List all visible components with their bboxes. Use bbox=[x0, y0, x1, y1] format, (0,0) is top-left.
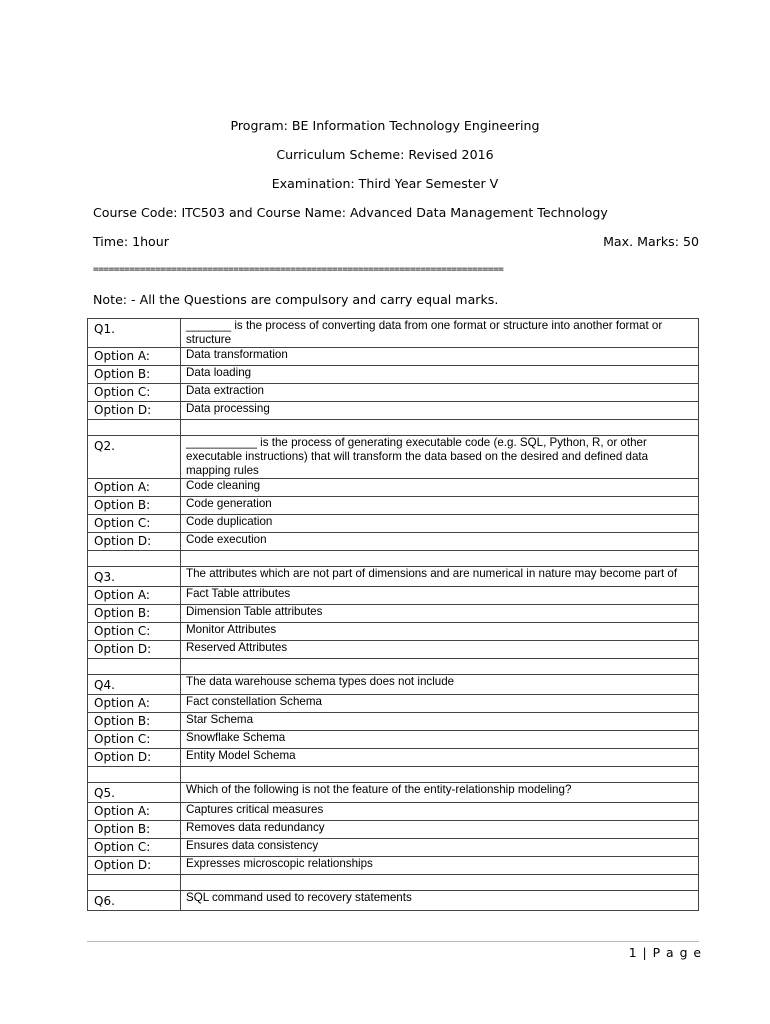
separator-line: =============================================================================== bbox=[93, 264, 504, 275]
examination-line: Examination: Third Year Semester V bbox=[271, 176, 499, 191]
question-row bbox=[88, 319, 699, 348]
question-number: Q5. bbox=[88, 783, 181, 803]
option-label: Option A: bbox=[88, 803, 181, 821]
option-label: Option C: bbox=[88, 731, 181, 749]
option-text: Captures critical measures bbox=[181, 803, 699, 821]
page-number: 1 | P a g e bbox=[628, 945, 702, 960]
question-row bbox=[88, 891, 699, 911]
option-row bbox=[88, 821, 699, 839]
questions-table-body bbox=[88, 319, 699, 911]
spacer-cell bbox=[88, 875, 181, 891]
spacer-row bbox=[88, 659, 699, 675]
option-row bbox=[88, 533, 699, 551]
option-text: Data extraction bbox=[181, 384, 699, 402]
footer-divider bbox=[87, 941, 699, 942]
option-text: Fact Table attributes bbox=[181, 587, 699, 605]
option-row bbox=[88, 348, 699, 366]
question-number: Q2. bbox=[88, 436, 181, 479]
option-text: Monitor Attributes bbox=[181, 623, 699, 641]
option-row bbox=[88, 605, 699, 623]
spacer-row bbox=[88, 420, 699, 436]
question-text: Which of the following is not the feature of the entity-relationship modeling? bbox=[181, 783, 699, 803]
question-row bbox=[88, 436, 699, 479]
option-row bbox=[88, 641, 699, 659]
option-text: Reserved Attributes bbox=[181, 641, 699, 659]
option-label: Option B: bbox=[88, 713, 181, 731]
option-text: Removes data redundancy bbox=[181, 821, 699, 839]
option-text: Fact constellation Schema bbox=[181, 695, 699, 713]
question-text: _______ is the process of converting data from one format or structure into another format or structure bbox=[181, 319, 699, 348]
course-line: Course Code: ITC503 and Course Name: Advanced Data Management Technology bbox=[93, 205, 608, 220]
spacer-row bbox=[88, 767, 699, 783]
max-marks-line: Max. Marks: 50 bbox=[603, 234, 699, 249]
spacer-cell bbox=[88, 767, 181, 783]
option-text: Dimension Table attributes bbox=[181, 605, 699, 623]
option-text: Star Schema bbox=[181, 713, 699, 731]
spacer-cell bbox=[88, 420, 181, 436]
spacer-cell bbox=[181, 767, 699, 783]
question-row bbox=[88, 783, 699, 803]
option-label: Option C: bbox=[88, 384, 181, 402]
option-row bbox=[88, 587, 699, 605]
option-label: Option D: bbox=[88, 749, 181, 767]
option-label: Option B: bbox=[88, 366, 181, 384]
question-text: SQL command used to recovery statements bbox=[181, 891, 699, 911]
spacer-cell bbox=[181, 659, 699, 675]
option-row bbox=[88, 497, 699, 515]
option-label: Option C: bbox=[88, 623, 181, 641]
option-text: Code execution bbox=[181, 533, 699, 551]
question-row bbox=[88, 675, 699, 695]
option-label: Option B: bbox=[88, 497, 181, 515]
option-row bbox=[88, 384, 699, 402]
spacer-cell bbox=[181, 551, 699, 567]
option-row bbox=[88, 366, 699, 384]
option-label: Option D: bbox=[88, 857, 181, 875]
question-number: Q4. bbox=[88, 675, 181, 695]
spacer-cell bbox=[181, 420, 699, 436]
option-text: Code cleaning bbox=[181, 479, 699, 497]
spacer-cell bbox=[88, 659, 181, 675]
option-row bbox=[88, 515, 699, 533]
option-row bbox=[88, 479, 699, 497]
option-label: Option B: bbox=[88, 605, 181, 623]
option-row bbox=[88, 839, 699, 857]
curriculum-line: Curriculum Scheme: Revised 2016 bbox=[276, 147, 494, 162]
option-row bbox=[88, 749, 699, 767]
question-number: Q3. bbox=[88, 567, 181, 587]
option-label: Option A: bbox=[88, 479, 181, 497]
question-number: Q6. bbox=[88, 891, 181, 911]
spacer-cell bbox=[88, 551, 181, 567]
option-label: Option D: bbox=[88, 641, 181, 659]
option-row bbox=[88, 803, 699, 821]
option-text: Data processing bbox=[181, 402, 699, 420]
option-row bbox=[88, 695, 699, 713]
option-text: Ensures data consistency bbox=[181, 839, 699, 857]
question-text: The attributes which are not part of dimensions and are numerical in nature may become part of bbox=[181, 567, 699, 587]
option-row bbox=[88, 713, 699, 731]
option-text: Snowflake Schema bbox=[181, 731, 699, 749]
option-label: Option A: bbox=[88, 695, 181, 713]
program-line: Program: BE Information Technology Engineering bbox=[230, 118, 540, 133]
questions-table bbox=[87, 318, 699, 911]
note-line: Note: - All the Questions are compulsory and carry equal marks. bbox=[93, 292, 499, 307]
option-label: Option C: bbox=[88, 515, 181, 533]
spacer-cell bbox=[181, 875, 699, 891]
option-row bbox=[88, 402, 699, 420]
option-label: Option D: bbox=[88, 533, 181, 551]
spacer-row bbox=[88, 551, 699, 567]
option-row bbox=[88, 731, 699, 749]
option-label: Option B: bbox=[88, 821, 181, 839]
option-row bbox=[88, 623, 699, 641]
question-text: The data warehouse schema types does not include bbox=[181, 675, 699, 695]
option-label: Option D: bbox=[88, 402, 181, 420]
option-text: Code duplication bbox=[181, 515, 699, 533]
option-text: Data transformation bbox=[181, 348, 699, 366]
option-text: Data loading bbox=[181, 366, 699, 384]
option-row bbox=[88, 857, 699, 875]
option-text: Code generation bbox=[181, 497, 699, 515]
time-line: Time: 1hour bbox=[93, 234, 169, 249]
option-label: Option A: bbox=[88, 587, 181, 605]
question-text: ___________ is the process of generating executable code (e.g. SQL, Python, R, or other executable instructions) that will transform the data based on the desired and defined data mapping rules bbox=[181, 436, 699, 479]
option-text: Expresses microscopic relationships bbox=[181, 857, 699, 875]
spacer-row bbox=[88, 875, 699, 891]
option-label: Option C: bbox=[88, 839, 181, 857]
option-text: Entity Model Schema bbox=[181, 749, 699, 767]
question-number: Q1. bbox=[88, 319, 181, 348]
question-row bbox=[88, 567, 699, 587]
option-label: Option A: bbox=[88, 348, 181, 366]
